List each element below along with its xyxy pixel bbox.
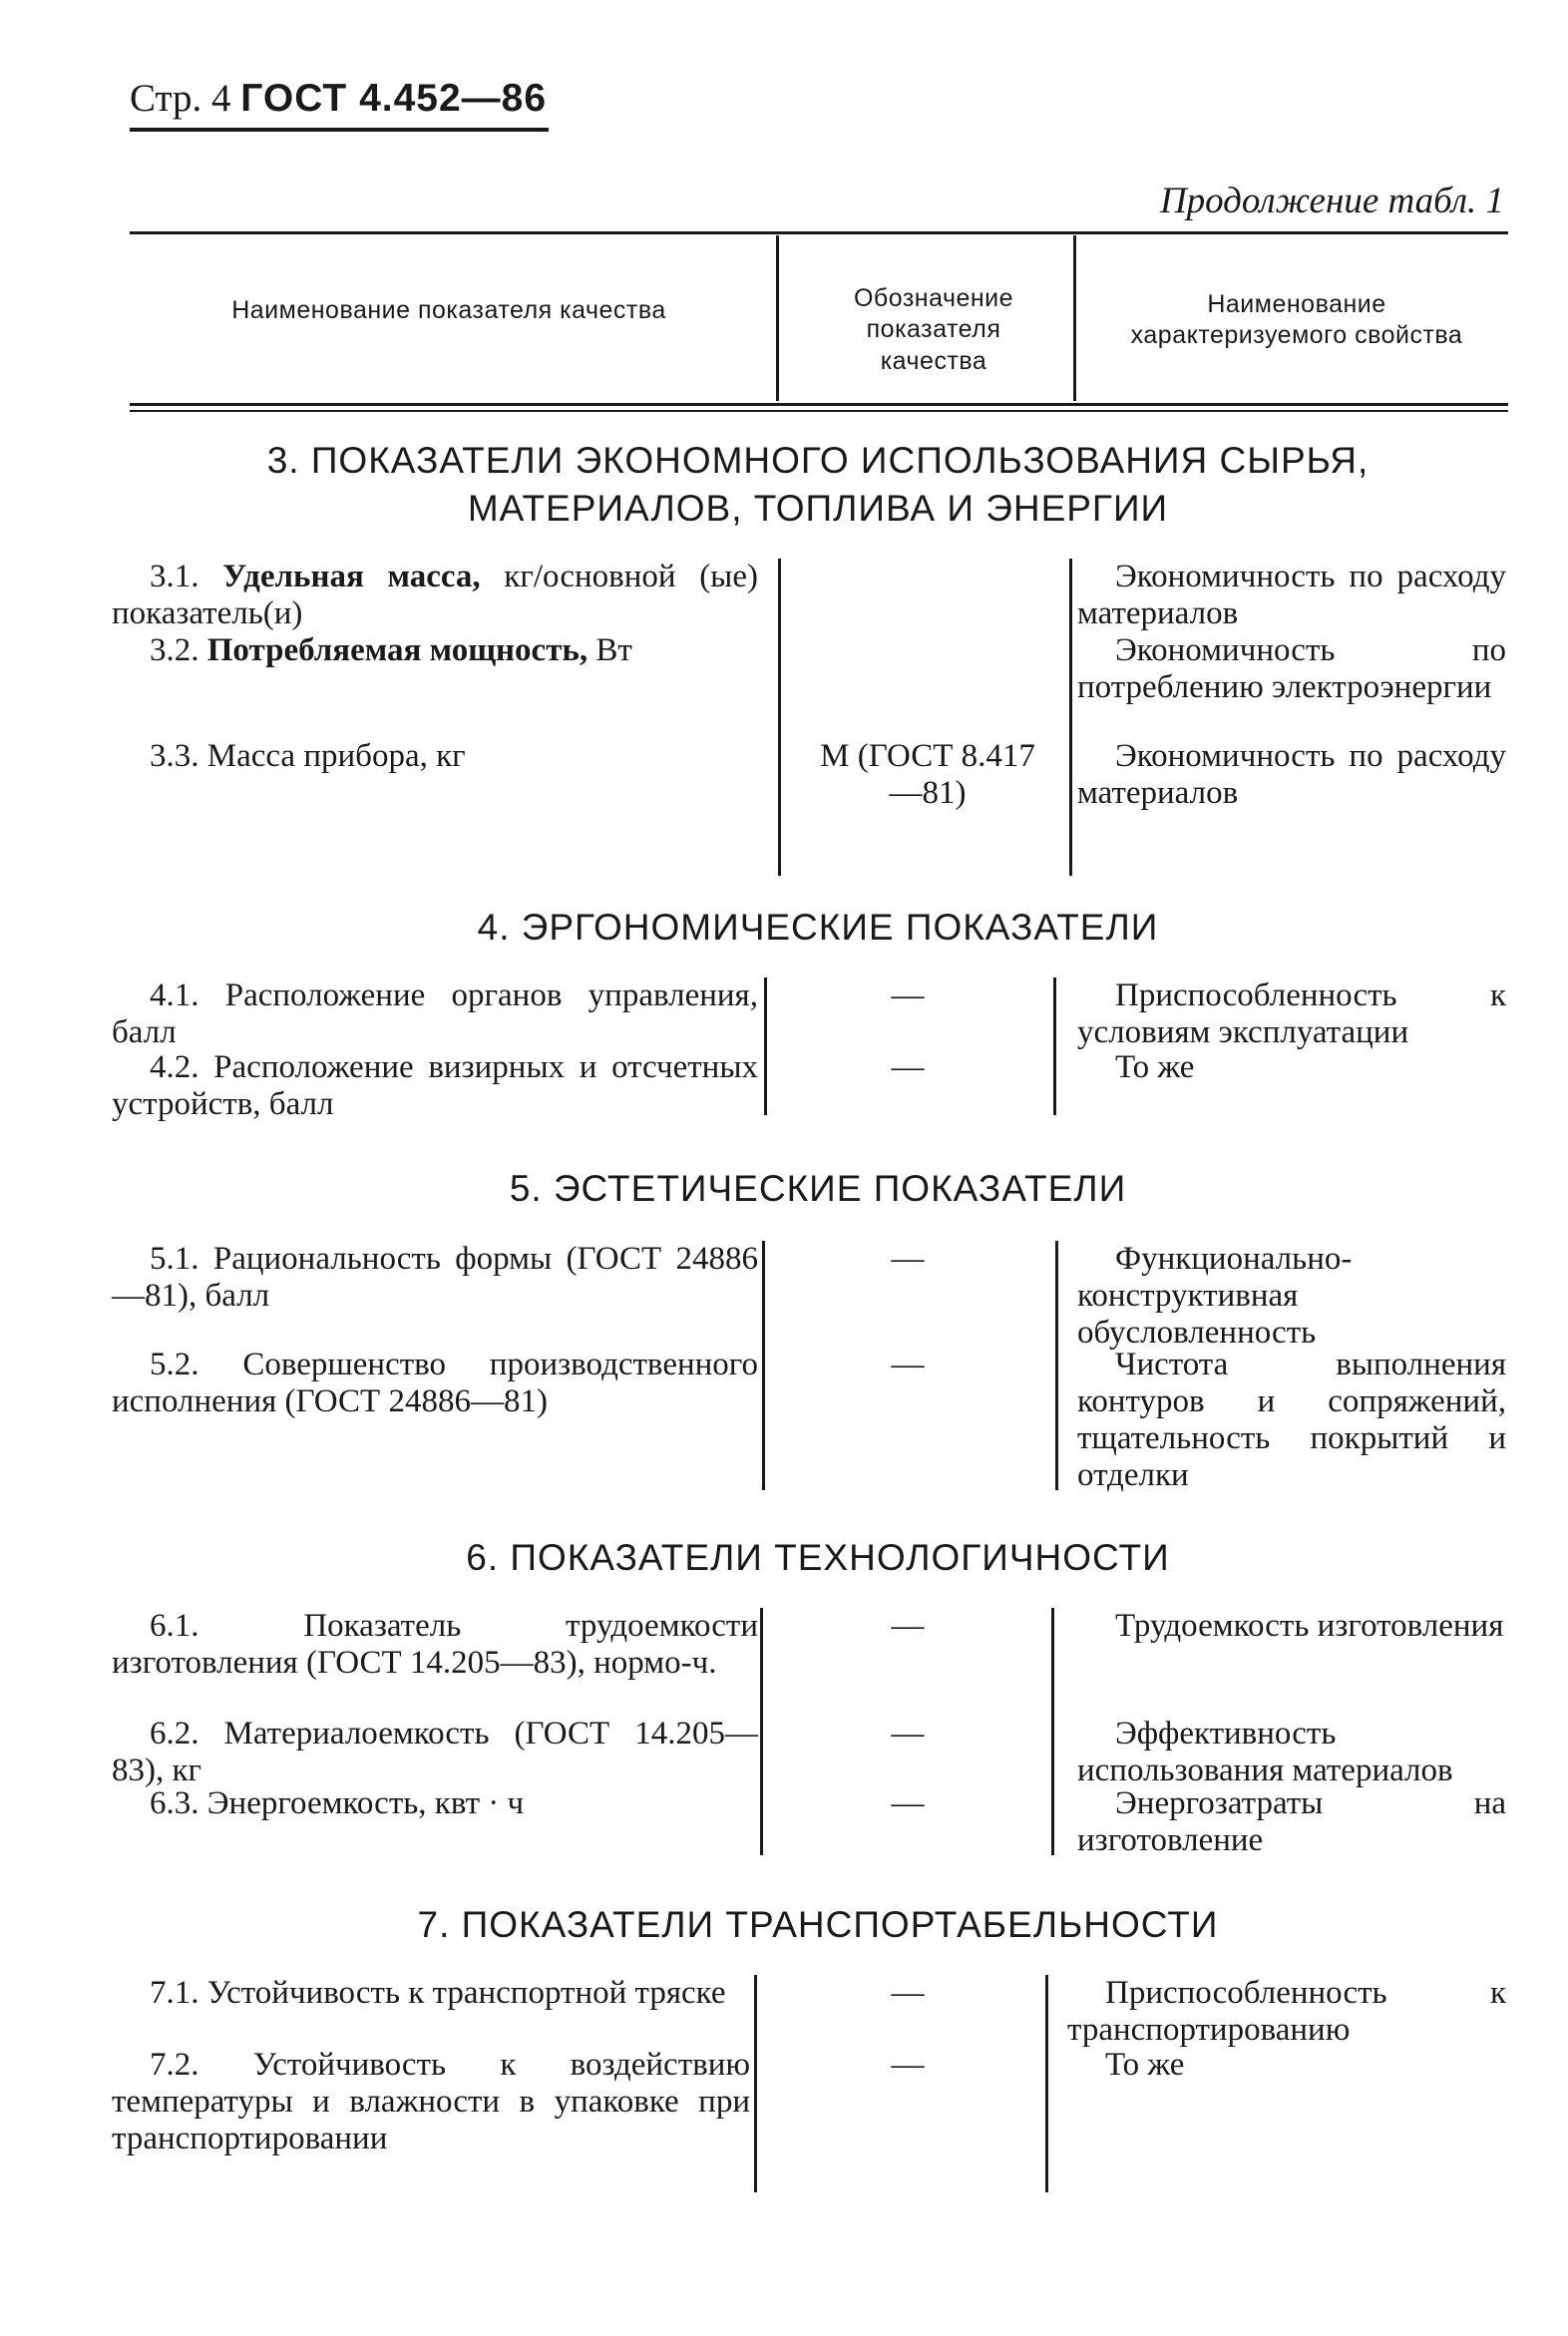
row-3-2-name: [112, 632, 758, 669]
row-5-1-name: [112, 1241, 758, 1315]
row-number: 3.2.: [150, 632, 199, 668]
row-7-1-name: [112, 1975, 750, 2012]
row-name: кг/основной (ые) показатель(и): [112, 559, 758, 631]
row-6-3-symbol: —: [891, 1785, 925, 1821]
row-7-1-property: [1067, 1975, 1506, 2049]
row-name: Масса прибора, кг: [206, 738, 466, 774]
row-property: То же: [1115, 1049, 1195, 1085]
row-number: 6.2.: [150, 1716, 199, 1752]
row-name: Расположение органов управления, балл: [112, 977, 758, 1050]
row-7-2-name: [112, 2047, 750, 2157]
row-property: Экономичность по расходу материалов: [1077, 559, 1506, 631]
row-number: 7.2.: [150, 2047, 199, 2083]
row-4-2-name: [112, 1049, 758, 1123]
row-property: Эффективность использования материалов: [1077, 1716, 1453, 1788]
row-6-1-property: [1077, 1608, 1506, 1645]
row-3-3-name: [112, 738, 758, 775]
row-name: Устойчивость к воздействию температуры и влажности в упаковке при транспортировании: [112, 2047, 751, 2156]
row-property: Приспособленность к транспортированию: [1067, 1975, 1506, 2048]
row-name: Расположение визирных и отсчетных устройств, балл: [112, 1049, 758, 1122]
row-3-2-property: [1077, 632, 1506, 706]
row-6-2-symbol: —: [891, 1716, 925, 1752]
row-property: Приспособленность к условиям эксплуатации: [1077, 977, 1506, 1050]
row-property: То же: [1105, 2047, 1185, 2083]
section-title-5: 5. ЭСТЕТИЧЕСКИЕ ПОКАЗАТЕЛИ: [509, 1168, 1127, 1209]
table-continuation-label: Продолжение табл. 1: [1159, 181, 1504, 221]
header-bottom-rule-1: [130, 403, 1508, 406]
row-5-1-symbol: —: [891, 1241, 925, 1277]
column-divider: [1069, 559, 1072, 876]
row-property: Чистота выполнения контуров и сопряжений, тщательность покрытий и отделки: [1077, 1347, 1506, 1493]
column-header-property: Наименование характеризуемого свойства: [1130, 290, 1463, 350]
column-divider: [1051, 1608, 1054, 1855]
row-name: Вт: [595, 632, 632, 668]
column-divider: [778, 559, 781, 876]
row-name: Рациональность формы (ГОСТ 24886—81), балл: [112, 1241, 758, 1314]
row-3-1-property: [1077, 559, 1506, 632]
row-6-2-name: [112, 1716, 758, 1789]
section-title-7: 7. ПОКАЗАТЕЛИ ТРАНСПОРТАБЕЛЬНОСТИ: [417, 1904, 1219, 1945]
section-title-4: 4. ЭРГОНОМИЧЕСКИЕ ПОКАЗАТЕЛИ: [477, 907, 1159, 948]
row-number: 4.1.: [150, 977, 199, 1013]
column-divider: [760, 1608, 763, 1855]
row-number: 5.1.: [150, 1241, 199, 1277]
row-5-2-symbol: —: [891, 1347, 925, 1382]
row-property: Экономичность по расходу материалов: [1077, 738, 1506, 811]
row-4-2-property: [1077, 1049, 1506, 1086]
row-6-3-name: [112, 1785, 758, 1822]
column-divider: [1045, 1975, 1048, 2192]
row-3-1-name: [112, 559, 758, 632]
page-number: Стр. 4: [130, 77, 231, 120]
row-3-3-property: [1077, 738, 1506, 812]
row-7-2-property: [1067, 2047, 1506, 2084]
row-7-2-symbol: —: [891, 2047, 925, 2083]
column-header-symbol: Обозначение показателя качества: [853, 284, 1014, 375]
table-top-rule: [130, 231, 1508, 234]
row-property: Энергозатраты на изготовление: [1077, 1785, 1506, 1858]
row-name: Совершенство производственного исполнения (ГОСТ 24886—81): [112, 1347, 758, 1419]
row-number: 4.2.: [150, 1049, 199, 1085]
row-property: Трудоемкость изготовления: [1115, 1608, 1504, 1644]
row-property: Функционально-конструктивная обусловленность: [1077, 1241, 1353, 1351]
header-divider-1: [776, 235, 779, 401]
section-title-3: 3. ПОКАЗАТЕЛИ ЭКОНОМНОГО ИСПОЛЬЗОВАНИЯ СЫРЬЯ, МАТЕРИАЛОВ, ТОПЛИВА И ЭНЕРГИИ: [266, 440, 1370, 530]
row-4-1-symbol: —: [891, 977, 925, 1013]
row-4-2-symbol: —: [891, 1049, 925, 1085]
column-divider: [762, 1241, 765, 1490]
row-name: Материалоемкость (ГОСТ 14.205—83), кг: [112, 1716, 758, 1788]
row-property: Экономичность по потреблению электроэнергии: [1077, 632, 1506, 705]
column-divider: [764, 977, 767, 1115]
section-title-6: 6. ПОКАЗАТЕЛИ ТЕХНОЛОГИЧНОСТИ: [466, 1537, 1170, 1578]
row-number: 3.1.: [150, 559, 199, 594]
row-6-3-property: [1077, 1785, 1506, 1859]
row-number: 6.3.: [150, 1785, 199, 1821]
row-name: Показатель трудоемкости изготовления (ГОСТ 14.205—83), нормо-ч.: [112, 1608, 758, 1681]
row-5-2-property: [1077, 1347, 1506, 1494]
standard-number: ГОСТ 4.452—86: [240, 77, 548, 120]
row-6-1-symbol: —: [891, 1608, 925, 1644]
row-7-1-symbol: —: [891, 1975, 925, 2011]
row-5-1-property: [1077, 1241, 1506, 1352]
row-name-bold: Потребляемая мощность,: [206, 632, 588, 668]
header-underline: [130, 128, 549, 132]
row-name: Энергоемкость, квт · ч: [206, 1785, 525, 1821]
page-header: [130, 76, 547, 121]
row-name-bold: Удельная масса,: [222, 559, 481, 594]
row-6-2-property: [1077, 1716, 1506, 1789]
row-number: 5.2.: [150, 1347, 199, 1382]
column-header-quality-indicator: Наименование показателя качества: [231, 296, 666, 324]
column-divider: [1055, 1241, 1058, 1490]
row-4-1-property: [1077, 977, 1506, 1051]
row-6-1-name: [112, 1608, 758, 1682]
row-number: 6.1.: [150, 1608, 199, 1644]
column-divider: [1053, 977, 1056, 1115]
column-divider: [754, 1975, 757, 2192]
row-4-1-name: [112, 977, 758, 1051]
header-bottom-rule-2: [130, 410, 1508, 412]
row-number: 3.3.: [150, 738, 199, 774]
row-3-3-symbol: M (ГОСТ 8.417—81): [820, 738, 1035, 811]
row-5-2-name: [112, 1347, 758, 1420]
header-divider-2: [1073, 235, 1076, 401]
row-name: Устойчивость к транспортной тряске: [206, 1975, 726, 2011]
row-number: 7.1.: [150, 1975, 199, 2011]
